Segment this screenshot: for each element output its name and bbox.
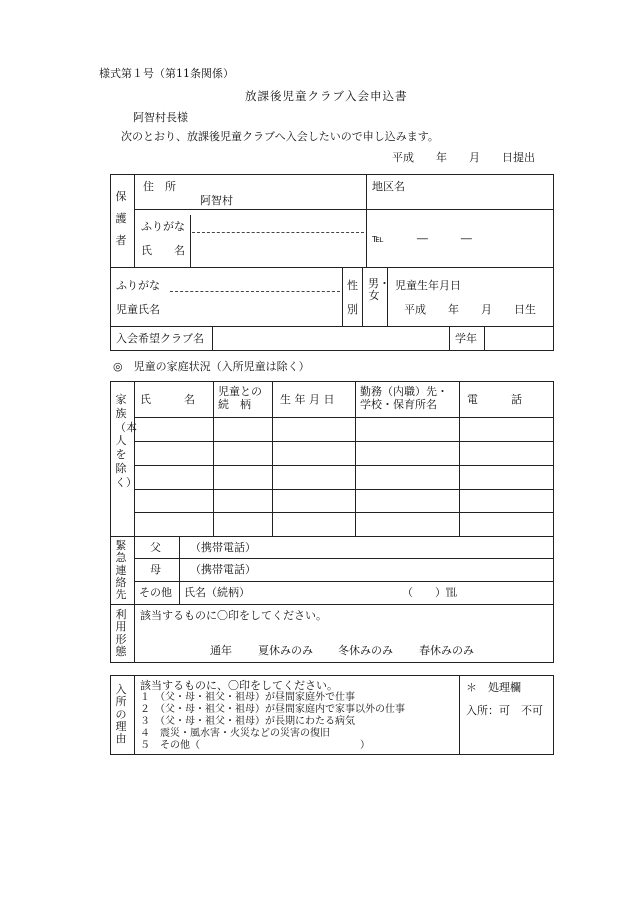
family-header-name: 氏 名	[140, 393, 195, 406]
sex-label-2: 別	[347, 303, 358, 316]
addressee: 阿智村長様	[133, 111, 188, 124]
usage-option-winter[interactable]: 冬休みのみ	[338, 644, 393, 657]
usage-option-year[interactable]: 通年	[210, 644, 232, 657]
processing-label: ＊ 処理欄	[466, 681, 521, 694]
reason-item-5[interactable]: ５ その他（ ）	[140, 740, 370, 751]
guardian-name-label: 氏 名	[141, 244, 185, 257]
form-title: 放課後児童クラブ入会申込書	[245, 89, 408, 103]
emergency-value-other[interactable]: 氏名（続柄）	[184, 586, 250, 599]
usage-side-label: 利用形態	[115, 608, 127, 658]
form-number: 様式第１号（第11条関係）	[99, 67, 234, 80]
family-header-phone: 電 話	[467, 393, 522, 406]
intro-text: 次のとおり、放課後児童クラブへ入会したいので申し込みます。	[121, 130, 439, 143]
emergency-value-father[interactable]: （携帯電話）	[190, 541, 256, 554]
emergency-side-label: 緊急連絡先	[115, 539, 127, 602]
emergency-role-other: その他	[139, 586, 172, 599]
address-label: 住 所	[143, 180, 176, 193]
child-furigana-label: ふりがな	[116, 279, 160, 292]
emergency-tel-other[interactable]: （ ）℡	[402, 586, 457, 599]
emergency-role-father: 父	[150, 541, 161, 554]
sex-options[interactable]: 男・女	[368, 277, 390, 302]
family-header-birth: 生 年 月 日	[280, 393, 335, 406]
usage-option-summer[interactable]: 夏休みのみ	[258, 644, 313, 657]
guardian-child-table	[110, 174, 554, 351]
family-section-title: ◎ 児童の家庭状況（入所児童は除く）	[113, 360, 310, 373]
guardian-furigana-label: ふりがな	[141, 220, 185, 233]
guardian-side-label: 保護者	[115, 190, 127, 247]
processing-value: 入所：可 不可	[466, 704, 543, 717]
club-label: 入会希望クラブ名	[116, 332, 204, 345]
date-line: 平成 年 月 日提出	[392, 151, 535, 164]
sex-label-1: 性	[347, 279, 358, 292]
district-label: 地区名	[372, 180, 405, 193]
emergency-value-mother[interactable]: （携帯電話）	[190, 563, 256, 576]
reason-item-1[interactable]: １ （父・母・祖父・祖母）が昼間家庭外で仕事	[140, 692, 355, 703]
family-side-label: 家族（本人を除く）	[115, 393, 137, 489]
usage-instruction: 該当するものに〇印をしてください。	[140, 609, 327, 622]
usage-option-spring[interactable]: 春休みのみ	[419, 644, 474, 657]
reason-item-3[interactable]: ３ （父・母・祖父・祖母）が長期にわたる病気	[140, 716, 355, 727]
family-header-work: 勤務（内職）先・ 学校・保育所名	[360, 385, 448, 411]
guardian-tel[interactable]: ℡ ― ―	[372, 232, 472, 245]
reason-instruction: 該当するものに、〇印をしてください。	[140, 679, 338, 692]
birth-label: 児童生年月日	[395, 279, 461, 292]
family-header-relation: 児童との 続 柄	[218, 385, 262, 411]
reason-item-4[interactable]: ４ 震災・風水害・火災などの災害の復旧	[140, 728, 330, 739]
child-name-label: 児童氏名	[116, 303, 160, 316]
grade-label: 学年	[455, 332, 477, 345]
emergency-role-mother: 母	[150, 563, 161, 576]
reason-side-label: 入所の理由	[115, 683, 127, 746]
address-value[interactable]: 阿智村	[200, 194, 233, 207]
reason-item-2[interactable]: ２ （父・母・祖父・祖母）が昼間家庭内で家事以外の仕事	[140, 704, 405, 715]
birth-value[interactable]: 平成 年 月 日生	[404, 303, 536, 316]
